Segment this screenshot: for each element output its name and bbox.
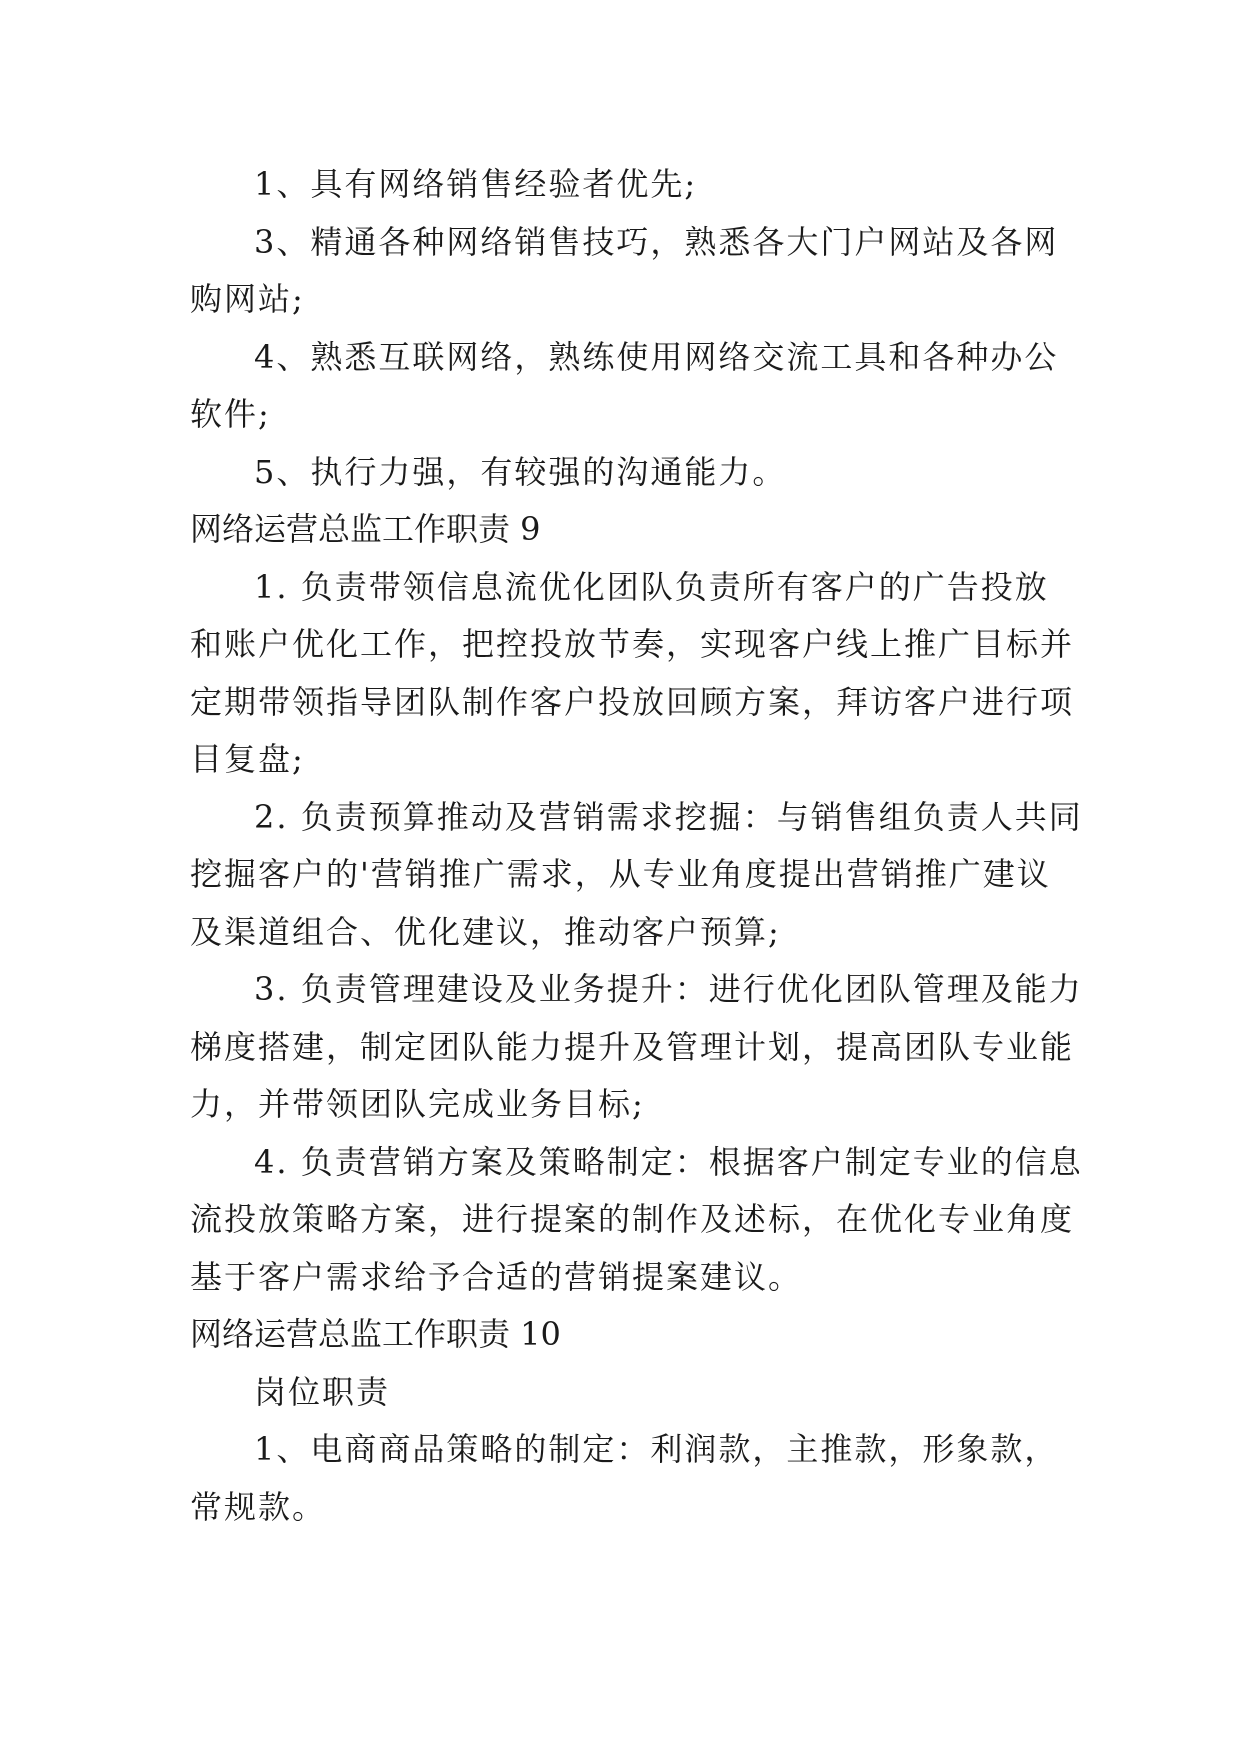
paragraph-line: 4、熟悉互联网络，熟练使用网络交流工具和各种办公 xyxy=(254,337,1059,376)
paragraph-line: 购网站; xyxy=(190,280,305,318)
paragraph-line: 及渠道组合、优化建议，推动客户预算; xyxy=(190,912,781,951)
paragraph-line: 软件; xyxy=(190,395,271,433)
paragraph-line: 5、执行力强，有较强的沟通能力。 xyxy=(254,452,787,491)
paragraph-line: 1、具有网络销售经验者优先; xyxy=(254,165,698,203)
paragraph-line: 1. 负责带领信息流优化团队负责所有客户的广告投放 xyxy=(254,567,1049,606)
paragraph-line: 梯度搭建，制定团队能力提升及管理计划，提高团队专业能 xyxy=(190,1027,1075,1066)
paragraph-line: 3、精通各种网络销售技巧，熟悉各大门户网站及各网 xyxy=(254,222,1059,261)
paragraph-line: 4. 负责营销方案及策略制定：根据客户制定专业的信息 xyxy=(254,1142,1083,1181)
section-heading: 网络运营总监工作职责 9 xyxy=(190,510,541,548)
document-body xyxy=(190,156,1083,1536)
paragraph-line: 和账户优化工作，把控投放节奏，实现客户线上推广目标并 xyxy=(190,625,1075,663)
paragraph-line: 目复盘; xyxy=(190,740,305,778)
paragraph-line: 流投放策略方案，进行提案的制作及述标，在优化专业角度 xyxy=(190,1200,1075,1238)
paragraph-line: 常规款。 xyxy=(190,1487,327,1526)
paragraph-line: 挖掘客户的'营销推广需求，从专业角度提出营销推广建议 xyxy=(190,855,1051,893)
paragraph-line: 1、电商商品策略的制定：利润款，主推款，形象款， xyxy=(254,1430,1059,1468)
paragraph-line: 定期带领指导团队制作客户投放回顾方案，拜访客户进行项 xyxy=(190,682,1075,721)
paragraph-line: 3. 负责管理建设及业务提升：进行优化团队管理及能力 xyxy=(254,970,1083,1008)
subsection-heading: 岗位职责 xyxy=(254,1372,391,1411)
paragraph-line: 力，并带领团队完成业务目标; xyxy=(190,1085,645,1123)
paragraph-line: 2. 负责预算推动及营销需求挖掘：与销售组负责人共同 xyxy=(254,797,1083,836)
section-heading: 网络运营总监工作职责 10 xyxy=(190,1315,561,1353)
paragraph-line: 基于客户需求给予合适的营销提案建议。 xyxy=(190,1257,803,1296)
